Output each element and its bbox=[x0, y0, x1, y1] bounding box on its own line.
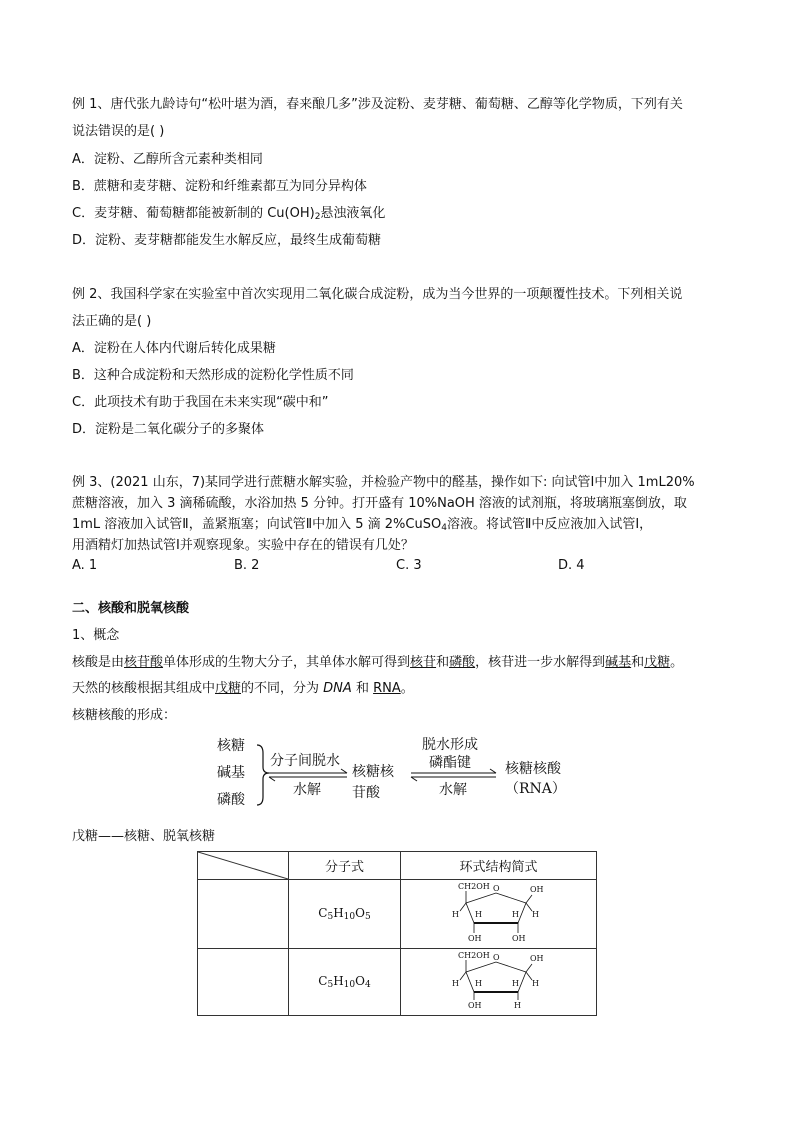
header-structure: 环式结构简式 bbox=[401, 852, 597, 880]
p1-text-1: 核酸是由 bbox=[72, 655, 125, 670]
row1-name-cell bbox=[198, 880, 289, 949]
reactant-ribose: 核糖 bbox=[217, 738, 245, 754]
r1-h-4: H bbox=[531, 910, 539, 919]
q3-stem-line4: 用酒精灯加热试管Ⅰ并观察现象。实验中存在的错误有几处？ bbox=[72, 538, 414, 553]
f2-c: C bbox=[318, 974, 328, 988]
r2-ch2oh: CH2OH bbox=[457, 951, 490, 960]
f1-o: O bbox=[355, 906, 365, 920]
q1-stem-line1: 例 1、唐代张九龄诗句“松叶堪为酒，春来酿几多”涉及淀粉、麦芽糖、葡萄糖、乙醇等化学物质，下列有关 bbox=[72, 97, 683, 112]
deoxyribose-structure bbox=[444, 950, 554, 1010]
ribose-structure bbox=[444, 881, 554, 943]
p2-text-2: 的不同，分为 bbox=[241, 681, 324, 696]
q3-choice-b: B. 2 bbox=[234, 558, 260, 573]
p2-term-pentose: 戊糖 bbox=[215, 681, 242, 696]
p1-text-4: ，核苷进一步水解得到 bbox=[475, 655, 606, 670]
row2-formula bbox=[289, 949, 401, 1016]
p1-term-phosphate: 磷酸 bbox=[449, 655, 476, 670]
q1-option-b: B．蔗糖和麦芽糖、淀粉和纤维素都互为同分异构体 bbox=[72, 179, 367, 194]
q3-stem-line3-pre: 1mL 溶液加入试管Ⅱ，盖紧瓶塞；向试管Ⅱ中加入 5 滴 2%CuSO bbox=[72, 517, 442, 532]
row1-formula bbox=[289, 880, 401, 949]
q2-option-b: B．这种合成淀粉和天然形成的淀粉化学性质不同 bbox=[72, 368, 354, 383]
rna-formation-label: 核糖核酸的形成： bbox=[72, 708, 177, 723]
q2-option-c: C．此项技术有助于我国在未来实现“碳中和” bbox=[72, 395, 329, 410]
r1-h-3: H bbox=[511, 910, 519, 919]
f2-cn: 5 bbox=[327, 980, 334, 990]
f1-h: H bbox=[333, 906, 344, 920]
q1-option-c bbox=[72, 204, 385, 227]
r1-oh-2: OH bbox=[467, 934, 482, 943]
q1-option-a: A．淀粉、乙醇所含元素种类相同 bbox=[72, 152, 263, 167]
row1-structure-cell bbox=[401, 880, 597, 949]
diagonal-line bbox=[198, 852, 288, 879]
product-name: 核糖核酸 bbox=[505, 761, 561, 777]
f1-c: C bbox=[318, 906, 328, 920]
step2-condition-a: 脱水形成 bbox=[422, 737, 478, 753]
r1-h-1: H bbox=[451, 910, 459, 919]
r2-o: O bbox=[492, 953, 500, 962]
table-header-row bbox=[198, 852, 597, 880]
p1-text-2: 单体形成的生物大分子，其单体水解可得到 bbox=[163, 655, 411, 670]
q1-option-c-sub: 2 bbox=[314, 212, 321, 222]
row2-name-cell bbox=[198, 949, 289, 1016]
q2-option-a: A．淀粉在人体内代谢后转化成果糖 bbox=[72, 341, 276, 356]
f1-on: 5 bbox=[364, 912, 371, 922]
q3-choice-a: A. 1 bbox=[72, 558, 98, 573]
section-subheading: 1、概念 bbox=[72, 628, 120, 643]
q3-stem-line3 bbox=[72, 515, 652, 538]
p1-text-3: 和 bbox=[436, 655, 450, 670]
q1-stem-line2: 说法错误的是( ) bbox=[72, 124, 165, 139]
r1-ch2oh: CH2OH bbox=[457, 882, 490, 891]
row2-structure-cell bbox=[401, 949, 597, 1016]
p1-term-base: 碱基 bbox=[605, 655, 632, 670]
q2-stem-line2: 法正确的是( ) bbox=[72, 314, 152, 329]
intermediate-line2: 苷酸 bbox=[352, 785, 380, 801]
pentose-table bbox=[197, 851, 597, 1016]
f2-hn: 10 bbox=[343, 980, 356, 990]
p1-text-6: 。 bbox=[670, 655, 684, 670]
r2-oh-2: OH bbox=[467, 1001, 482, 1010]
section-heading: 二、核酸和脱氧核酸 bbox=[72, 601, 190, 616]
r2-h-1: H bbox=[451, 979, 459, 988]
concept-paragraph-2 bbox=[72, 679, 414, 699]
pentose-caption: 戊糖——核糖、脱氧核糖 bbox=[72, 829, 216, 844]
r1-o: O bbox=[492, 884, 500, 893]
p1-term-pentose: 戊糖 bbox=[644, 655, 671, 670]
concept-paragraph-1 bbox=[72, 653, 683, 673]
step1-reverse: 水解 bbox=[293, 782, 321, 798]
p2-term-dna: DNA bbox=[323, 681, 352, 696]
p2-text-1: 天然的核酸根据其组成中 bbox=[72, 681, 216, 696]
table-row bbox=[198, 880, 597, 949]
q3-choice-c: C. 3 bbox=[396, 558, 422, 573]
f2-on: 4 bbox=[364, 980, 371, 990]
r1-oh-1: OH bbox=[529, 885, 544, 894]
p2-text-4: 。 bbox=[400, 681, 414, 696]
q1-option-c-pre: C．麦芽糖、葡萄糖都能被新制的 Cu(OH) bbox=[72, 206, 315, 221]
q3-stem-line1: 例 3、(2021 山东，7)某同学进行蔗糖水解实验，并检验产物中的醛基，操作如下: 向试管Ⅰ中加入 1mL20% bbox=[72, 475, 695, 490]
step1-condition: 分子间脱水 bbox=[270, 753, 340, 769]
p1-term-nucleoside: 核苷 bbox=[410, 655, 437, 670]
f1-cn: 5 bbox=[327, 912, 334, 922]
q1-option-c-post: 悬浊液氧化 bbox=[320, 206, 386, 221]
f2-h: H bbox=[333, 974, 344, 988]
header-formula: 分子式 bbox=[289, 852, 401, 880]
rna-formation-diagram bbox=[213, 735, 593, 815]
p2-text-3: 和 bbox=[351, 681, 374, 696]
q1-option-d: D．淀粉、麦芽糖都能发生水解反应，最终生成葡萄糖 bbox=[72, 233, 382, 248]
step2-condition-b: 磷酯键 bbox=[429, 755, 471, 771]
r1-oh-3: OH bbox=[511, 934, 526, 943]
r2-h-2: H bbox=[474, 979, 482, 988]
p2-term-rna: RNA bbox=[373, 681, 401, 696]
table-corner-cell bbox=[198, 852, 289, 880]
intermediate-line1: 核糖核 bbox=[352, 764, 394, 780]
q3-stem-line2: 蔗糖溶液，加入 3 滴稀硫酸，水浴加热 5 分钟。打开盛有 10%NaOH 溶液的试剂瓶，将玻璃瓶塞倒放，取 bbox=[72, 496, 687, 511]
r2-h-3: H bbox=[511, 979, 519, 988]
r2-h-4: H bbox=[531, 979, 539, 988]
step2-reverse: 水解 bbox=[439, 782, 467, 798]
q3-stem-line3-post: 溶液。将试管Ⅱ中反应液加入试管Ⅰ， bbox=[446, 517, 653, 532]
p1-text-5: 和 bbox=[631, 655, 645, 670]
q2-stem-line1: 例 2、我国科学家在实验室中首次实现用二氧化碳合成淀粉，成为当今世界的一项颠覆性技术。下列相关说 bbox=[72, 287, 683, 302]
reactant-phosphate: 磷酸 bbox=[217, 792, 245, 808]
f1-hn: 10 bbox=[343, 912, 356, 922]
q3-choice-d: D. 4 bbox=[558, 558, 585, 573]
table-row bbox=[198, 949, 597, 1016]
q3-stem-line3-sub: 4 bbox=[441, 523, 447, 533]
r1-h-2: H bbox=[474, 910, 482, 919]
p1-term-nucleotide: 核苷酸 bbox=[124, 655, 164, 670]
reactant-base: 碱基 bbox=[217, 765, 245, 781]
product-abbr: （RNA） bbox=[505, 781, 566, 797]
r2-oh-1: OH bbox=[529, 954, 544, 963]
f2-o: O bbox=[355, 974, 365, 988]
r2-h-5: H bbox=[513, 1001, 521, 1010]
q2-option-d: D．淀粉是二氧化碳分子的多聚体 bbox=[72, 422, 265, 437]
